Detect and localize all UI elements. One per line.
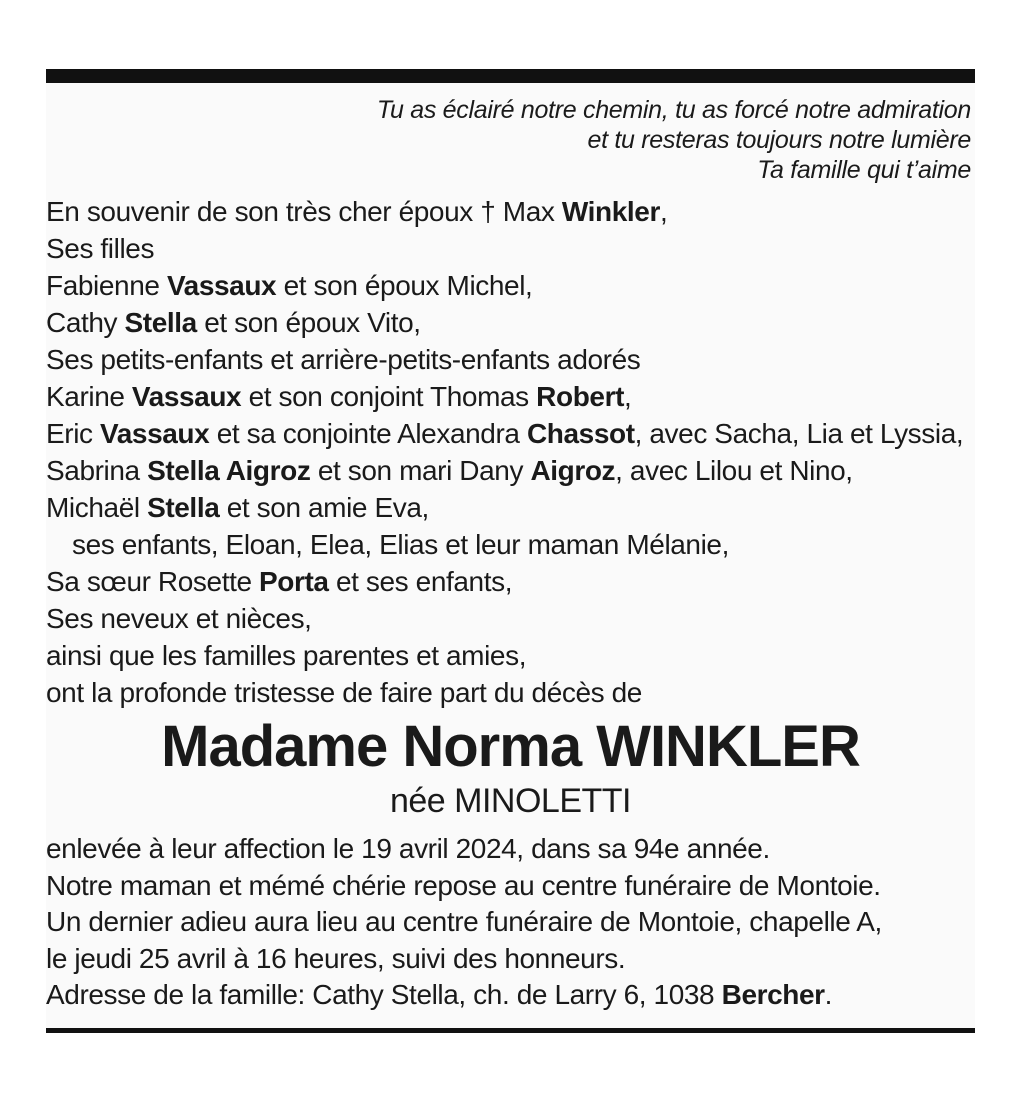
notice-line bbox=[46, 904, 975, 941]
funeral-details bbox=[46, 831, 975, 1014]
surname-text-run: Stella bbox=[124, 307, 197, 338]
quote-line: et tu resteras toujours notre lumière bbox=[587, 126, 971, 154]
surname-text-run: Vassaux bbox=[166, 270, 277, 301]
text-run: et son conjoint Thomas bbox=[241, 381, 537, 412]
notice-line bbox=[46, 415, 975, 452]
text-run: . bbox=[824, 979, 833, 1010]
notice-line bbox=[46, 831, 975, 868]
text-run: Notre maman et mémé chérie repose au centre funéraire de Montoie. bbox=[46, 869, 881, 901]
notice-line bbox=[46, 977, 975, 1014]
surname-text-run: Vassaux bbox=[100, 418, 210, 449]
notice-line bbox=[46, 674, 975, 711]
text-run: Ses filles bbox=[46, 233, 155, 264]
text-run: En souvenir de son très cher époux † Max bbox=[46, 196, 562, 227]
notice-line bbox=[46, 941, 975, 978]
surname-text-run: Winkler bbox=[561, 196, 660, 227]
notice-line bbox=[46, 637, 975, 674]
death-notice bbox=[46, 69, 975, 1033]
text-run: , avec Lilou et Nino, bbox=[615, 455, 853, 486]
text-run: et sa conjointe Alexandra bbox=[209, 418, 527, 449]
deceased-maiden-name: née MINOLETTI bbox=[389, 782, 631, 820]
deceased-name: Madame Norma WINKLER bbox=[161, 714, 860, 779]
text-run: et ses enfants, bbox=[328, 566, 513, 597]
surname-text-run: Vassaux bbox=[131, 381, 242, 412]
text-run: enlevée à leur affection le 19 avril 2024, dans sa 94e année. bbox=[46, 833, 770, 864]
notice-line bbox=[46, 489, 975, 526]
text-run: Sa sœur Rosette bbox=[46, 566, 260, 597]
notice-line bbox=[46, 230, 975, 267]
top-rule bbox=[46, 69, 975, 83]
quote-line: Tu as éclairé notre chemin, tu as forcé notre admiration bbox=[376, 96, 971, 124]
notice-line bbox=[46, 868, 975, 905]
text-run: Sabrina bbox=[46, 455, 148, 486]
notice-line bbox=[46, 526, 975, 563]
text-run: Michaël bbox=[46, 492, 148, 523]
surname-text-run: Stella bbox=[147, 492, 220, 523]
text-run: , avec Sacha, Lia et Lyssia, bbox=[634, 418, 964, 449]
text-run: Ses neveux et nièces, bbox=[46, 603, 312, 634]
surname-text-run: Robert bbox=[536, 381, 624, 412]
text-run: , bbox=[659, 196, 668, 227]
quote-line: Ta famille qui t’aime bbox=[757, 156, 971, 184]
text-run: Ses petits-enfants et arrière-petits-enfants adorés bbox=[46, 344, 641, 375]
text-run: le jeudi 25 avril à 16 heures, suivi des honneurs. bbox=[46, 942, 626, 974]
text-run: et son époux Vito, bbox=[196, 307, 421, 338]
text-run: Cathy bbox=[46, 307, 125, 338]
text-run: Fabienne bbox=[46, 270, 167, 301]
family-list bbox=[46, 193, 975, 711]
text-run: et son amie Eva, bbox=[219, 492, 429, 523]
surname-text-run: Bercher bbox=[721, 979, 825, 1010]
text-run: ont la profonde tristesse de faire part du décès de bbox=[46, 677, 642, 708]
notice-line bbox=[46, 378, 975, 415]
text-run: et son mari Dany bbox=[310, 455, 531, 486]
notice-line bbox=[46, 600, 975, 637]
surname-text-run: Aigroz bbox=[530, 455, 616, 486]
notice-line bbox=[46, 341, 975, 378]
surname-text-run: Stella Aigroz bbox=[147, 455, 311, 486]
text-run: Karine bbox=[46, 381, 132, 412]
notice-line bbox=[46, 563, 975, 600]
text-run: Adresse de la famille: Cathy Stella, ch. de Larry 6, 1038 bbox=[46, 979, 722, 1010]
text-run: et son époux Michel, bbox=[276, 270, 533, 301]
notice-line bbox=[46, 267, 975, 304]
notice-line bbox=[46, 193, 975, 230]
surname-text-run: Porta bbox=[259, 566, 329, 597]
text-run: ses enfants, Eloan, Elea, Elias et leur maman Mélanie, bbox=[72, 529, 729, 560]
text-run: ainsi que les familles parentes et amies, bbox=[46, 640, 527, 671]
memorial-quote bbox=[46, 95, 975, 185]
bottom-rule bbox=[46, 1028, 975, 1033]
text-run: , bbox=[624, 381, 632, 412]
notice-line bbox=[46, 304, 975, 341]
text-run: Un dernier adieu aura lieu au centre funéraire de Montoie, chapelle A, bbox=[46, 906, 882, 937]
text-run: Eric bbox=[46, 418, 101, 449]
surname-text-run: Chassot bbox=[526, 418, 635, 449]
notice-line bbox=[46, 452, 975, 489]
